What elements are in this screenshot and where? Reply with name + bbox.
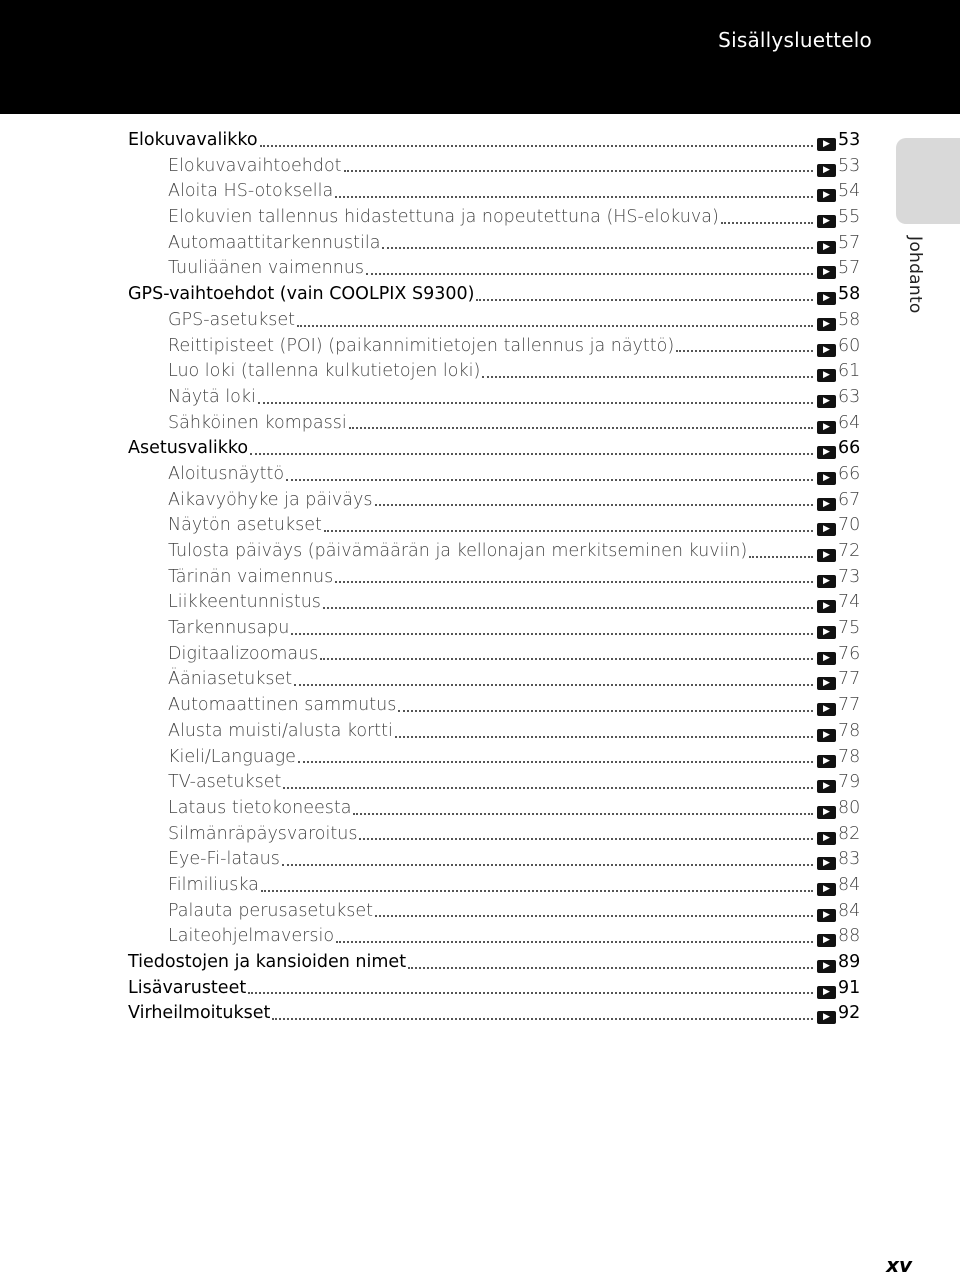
reference-section-icon: ▶	[817, 755, 836, 768]
toc-entry-label: Automaattinen sammutus	[168, 695, 397, 716]
page-reference	[817, 796, 873, 822]
dot-leader	[260, 145, 813, 147]
page-reference-number: 55	[838, 207, 861, 228]
reference-section-icon: ▶	[817, 600, 836, 613]
page-reference-number: 82	[838, 823, 861, 844]
reference-section-icon: ▶	[817, 652, 836, 665]
page-reference-number: 57	[838, 258, 861, 279]
reference-section-icon: ▶	[817, 523, 836, 536]
dot-leader	[476, 299, 813, 301]
page-reference	[817, 128, 873, 154]
toc-entry[interactable]	[128, 924, 873, 950]
toc-entry[interactable]	[128, 282, 873, 308]
page-reference-number: 76	[838, 643, 861, 664]
dot-leader	[721, 222, 813, 224]
toc-entry[interactable]	[128, 873, 873, 899]
page-reference	[817, 385, 873, 411]
table-of-contents	[128, 128, 873, 1027]
page-reference	[817, 205, 873, 231]
toc-entry-label: Kieli/Language	[168, 746, 296, 767]
page-reference	[817, 770, 873, 796]
page-reference	[817, 693, 873, 719]
page-reference-number: 66	[838, 438, 861, 459]
toc-entry-label: Asetusvalikko	[128, 438, 249, 459]
dot-leader	[272, 1018, 813, 1020]
page-reference	[817, 924, 873, 950]
page-reference-number: 77	[838, 695, 861, 716]
page-reference-number: 63	[838, 386, 861, 407]
toc-entry-label: Luo loki (tallenna kulkutietojen loki)	[168, 361, 481, 382]
dot-leader	[353, 813, 813, 815]
reference-section-icon: ▶	[817, 934, 836, 947]
toc-entry[interactable]	[128, 667, 873, 693]
toc-entry[interactable]	[128, 642, 873, 668]
dot-leader	[323, 607, 813, 609]
toc-entry-label: GPS-vaihtoehdot (vain COOLPIX S9300)	[128, 284, 475, 305]
reference-section-icon: ▶	[817, 266, 836, 279]
toc-entry[interactable]	[128, 308, 873, 334]
page-reference-number: 92	[838, 1003, 861, 1024]
toc-entry[interactable]	[128, 539, 873, 565]
page-reference-number: 74	[838, 592, 861, 613]
dot-leader	[336, 941, 813, 943]
dot-leader	[366, 273, 813, 275]
reference-section-icon: ▶	[817, 780, 836, 793]
toc-entry[interactable]	[128, 770, 873, 796]
reference-section-icon: ▶	[817, 960, 836, 973]
dot-leader	[375, 504, 814, 506]
reference-section-icon: ▶	[817, 189, 836, 202]
page-reference	[817, 873, 873, 899]
toc-entry[interactable]	[128, 796, 873, 822]
page-reference	[817, 411, 873, 437]
page-reference	[817, 847, 873, 873]
page-reference	[817, 899, 873, 925]
dot-leader	[261, 890, 813, 892]
reference-section-icon: ▶	[817, 909, 836, 922]
toc-entry-label: Aikavyöhyke ja päiväys	[168, 489, 373, 510]
page-reference-number: 75	[838, 618, 861, 639]
page-reference	[817, 436, 873, 462]
reference-section-icon: ▶	[817, 395, 836, 408]
reference-section-icon: ▶	[817, 575, 836, 588]
page-reference	[817, 539, 873, 565]
dot-leader	[294, 684, 813, 686]
reference-section-icon: ▶	[817, 626, 836, 639]
toc-entry[interactable]	[128, 334, 873, 360]
page-reference	[817, 256, 873, 282]
page-reference-number: 77	[838, 669, 861, 690]
reference-section-icon: ▶	[817, 292, 836, 305]
dot-leader	[248, 992, 813, 994]
toc-entry-label: Lisävarusteet	[128, 977, 247, 998]
toc-entry[interactable]	[128, 488, 873, 514]
toc-entry-label: Tulosta päiväys (päivämäärän ja kellonajan merkitseminen kuviin)	[168, 541, 748, 561]
toc-entry[interactable]	[128, 256, 873, 282]
dot-leader	[298, 761, 813, 763]
dot-leader	[408, 967, 813, 969]
toc-entry[interactable]	[128, 693, 873, 719]
toc-entry[interactable]	[128, 359, 873, 385]
dot-leader	[359, 838, 813, 840]
page-reference	[817, 822, 873, 848]
dot-leader	[250, 453, 813, 455]
toc-entry[interactable]	[128, 616, 873, 642]
page-reference	[817, 154, 873, 180]
dot-leader	[320, 658, 813, 660]
reference-section-icon: ▶	[817, 138, 836, 151]
toc-entry[interactable]	[128, 745, 873, 771]
dot-leader	[283, 787, 813, 789]
reference-section-icon: ▶	[817, 986, 836, 999]
page-reference	[817, 308, 873, 334]
page-reference	[817, 616, 873, 642]
reference-section-icon: ▶	[817, 164, 836, 177]
reference-section-icon: ▶	[817, 446, 836, 459]
toc-entry-label: Eye-Fi-lataus	[168, 849, 280, 870]
toc-entry-label: Sähköinen kompassi	[168, 412, 347, 433]
page-reference-number: 79	[838, 772, 861, 793]
page-reference	[817, 488, 873, 514]
page-reference-number: 67	[838, 489, 861, 510]
toc-entry-label: Elokuvavalikko	[128, 130, 258, 150]
page-reference-number: 60	[838, 335, 861, 356]
toc-entry[interactable]	[128, 847, 873, 873]
reference-section-icon: ▶	[817, 1011, 836, 1024]
dot-leader	[297, 325, 813, 327]
page-reference-number: 84	[838, 900, 861, 921]
toc-entry-label: Tuuliäänen vaimennus	[168, 258, 365, 279]
toc-entry-label: GPS-asetukset	[168, 309, 295, 330]
reference-section-icon: ▶	[817, 832, 836, 845]
reference-section-icon: ▶	[817, 806, 836, 819]
page-reference	[817, 590, 873, 616]
toc-entry-label: Digitaalizoomaus	[168, 643, 319, 664]
dot-leader	[258, 402, 813, 404]
page-reference	[817, 282, 873, 308]
dot-leader	[398, 710, 813, 712]
toc-entry[interactable]	[128, 128, 873, 154]
dot-leader	[335, 196, 813, 198]
toc-entry[interactable]	[128, 231, 873, 257]
page-number: xv	[886, 1253, 912, 1277]
toc-entry[interactable]	[128, 436, 873, 462]
toc-entry[interactable]	[128, 154, 873, 180]
toc-entry[interactable]	[128, 590, 873, 616]
page-reference	[817, 976, 873, 1002]
toc-entry-label: Tärinän vaimennus	[168, 566, 334, 587]
reference-section-icon: ▶	[817, 677, 836, 690]
toc-entry-label: Aloita HS-otoksella	[168, 181, 334, 202]
page-reference	[817, 334, 873, 360]
toc-entry[interactable]	[128, 899, 873, 925]
reference-section-icon: ▶	[817, 729, 836, 742]
page-reference	[817, 231, 873, 257]
page-reference	[817, 667, 873, 693]
toc-entry[interactable]	[128, 385, 873, 411]
page-reference-number: 91	[838, 977, 861, 998]
page-reference-number: 57	[838, 232, 861, 253]
reference-section-icon: ▶	[817, 421, 836, 434]
page-reference-number: 53	[838, 155, 861, 176]
page-reference-number: 54	[838, 181, 861, 202]
toc-entry-label: Alusta muisti/alusta kortti	[168, 720, 393, 741]
toc-entry-label: Silmänräpäysvaroitus	[168, 823, 358, 844]
reference-section-icon: ▶	[817, 472, 836, 485]
page-reference	[817, 1001, 873, 1027]
page-reference-number: 70	[838, 515, 861, 536]
toc-entry[interactable]	[128, 1001, 873, 1027]
page-reference-number: 72	[838, 541, 861, 561]
page-reference-number: 73	[838, 566, 861, 587]
toc-entry-label: Ääniasetukset	[168, 669, 293, 690]
toc-entry[interactable]	[128, 462, 873, 488]
toc-entry[interactable]	[128, 565, 873, 591]
toc-entry[interactable]	[128, 719, 873, 745]
reference-section-icon: ▶	[817, 883, 836, 896]
toc-entry[interactable]	[128, 950, 873, 976]
toc-entry-label: Elokuvavaihtoehdot	[168, 155, 342, 176]
toc-entry[interactable]	[128, 822, 873, 848]
toc-entry[interactable]	[128, 179, 873, 205]
page-reference	[817, 950, 873, 976]
dot-leader	[382, 247, 813, 249]
toc-entry-label: Laiteohjelmaversio	[168, 926, 335, 947]
reference-section-icon: ▶	[817, 857, 836, 870]
page-reference	[817, 462, 873, 488]
page-reference-number: 89	[838, 952, 861, 972]
dot-leader	[282, 864, 813, 866]
dot-leader	[286, 479, 813, 481]
toc-entry-label: Liikkeentunnistus	[168, 592, 321, 613]
toc-entry-label: Näytä loki	[168, 386, 256, 407]
toc-entry[interactable]	[128, 513, 873, 539]
reference-section-icon: ▶	[817, 498, 836, 511]
dot-leader	[749, 556, 813, 558]
chapter-tab-label: Johdanto	[905, 236, 925, 314]
reference-section-icon: ▶	[817, 241, 836, 254]
page-reference	[817, 719, 873, 745]
page-reference	[817, 513, 873, 539]
page-reference-number: 58	[838, 284, 861, 305]
page-reference	[817, 745, 873, 771]
toc-entry-label: Palauta perusasetukset	[168, 900, 374, 921]
reference-section-icon: ▶	[817, 369, 836, 382]
dot-leader	[344, 170, 813, 172]
page-reference-number: 84	[838, 874, 861, 895]
page-reference-number: 80	[838, 797, 861, 818]
toc-entry-label: Tiedostojen ja kansioiden nimet	[128, 952, 407, 972]
reference-section-icon: ▶	[817, 215, 836, 228]
section-title: Sisällysluettelo	[718, 28, 872, 52]
toc-entry-label: Elokuvien tallennus hidastettuna ja nopeutettuna (HS-elokuva)	[168, 207, 719, 228]
toc-entry-label: Aloitusnäyttö	[168, 463, 285, 484]
page-reference-number: 58	[838, 309, 861, 330]
toc-entry-label: TV-asetukset	[168, 772, 282, 793]
reference-section-icon: ▶	[817, 318, 836, 331]
toc-entry-label: Tarkennusapu	[168, 618, 290, 639]
page-header	[0, 0, 960, 114]
chapter-tab	[896, 138, 960, 224]
page-reference-number: 64	[838, 412, 861, 433]
dot-leader	[375, 915, 813, 917]
dot-leader	[676, 350, 813, 352]
toc-entry-label: Filmiliuska	[168, 874, 259, 895]
toc-entry-label: Virheilmoitukset	[128, 1003, 271, 1024]
reference-section-icon: ▶	[817, 344, 836, 357]
dot-leader	[349, 427, 813, 429]
toc-entry[interactable]	[128, 205, 873, 231]
page-reference-number: 53	[838, 130, 861, 150]
page-reference-number: 83	[838, 849, 861, 870]
dot-leader	[395, 736, 813, 738]
page-reference-number: 78	[838, 746, 861, 767]
reference-section-icon: ▶	[817, 703, 836, 716]
page-reference-number: 78	[838, 720, 861, 741]
dot-leader	[482, 376, 813, 378]
page-reference-number: 66	[838, 463, 861, 484]
reference-section-icon: ▶	[817, 549, 836, 562]
page-reference	[817, 565, 873, 591]
page-reference-number: 61	[838, 361, 861, 382]
page-reference	[817, 359, 873, 385]
page-reference	[817, 642, 873, 668]
toc-entry[interactable]	[128, 411, 873, 437]
toc-entry-label: Näytön asetukset	[168, 515, 322, 536]
toc-entry-label: Lataus tietokoneesta	[168, 797, 352, 818]
dot-leader	[291, 633, 813, 635]
toc-entry-label: Reittipisteet (POI) (paikannimitietojen tallennus ja näyttö)	[168, 335, 675, 356]
page-reference	[817, 179, 873, 205]
page-reference-number: 88	[838, 926, 861, 947]
toc-entry[interactable]	[128, 976, 873, 1002]
dot-leader	[324, 530, 813, 532]
toc-entry-label: Automaattitarkennustila	[168, 232, 381, 253]
dot-leader	[335, 581, 813, 583]
